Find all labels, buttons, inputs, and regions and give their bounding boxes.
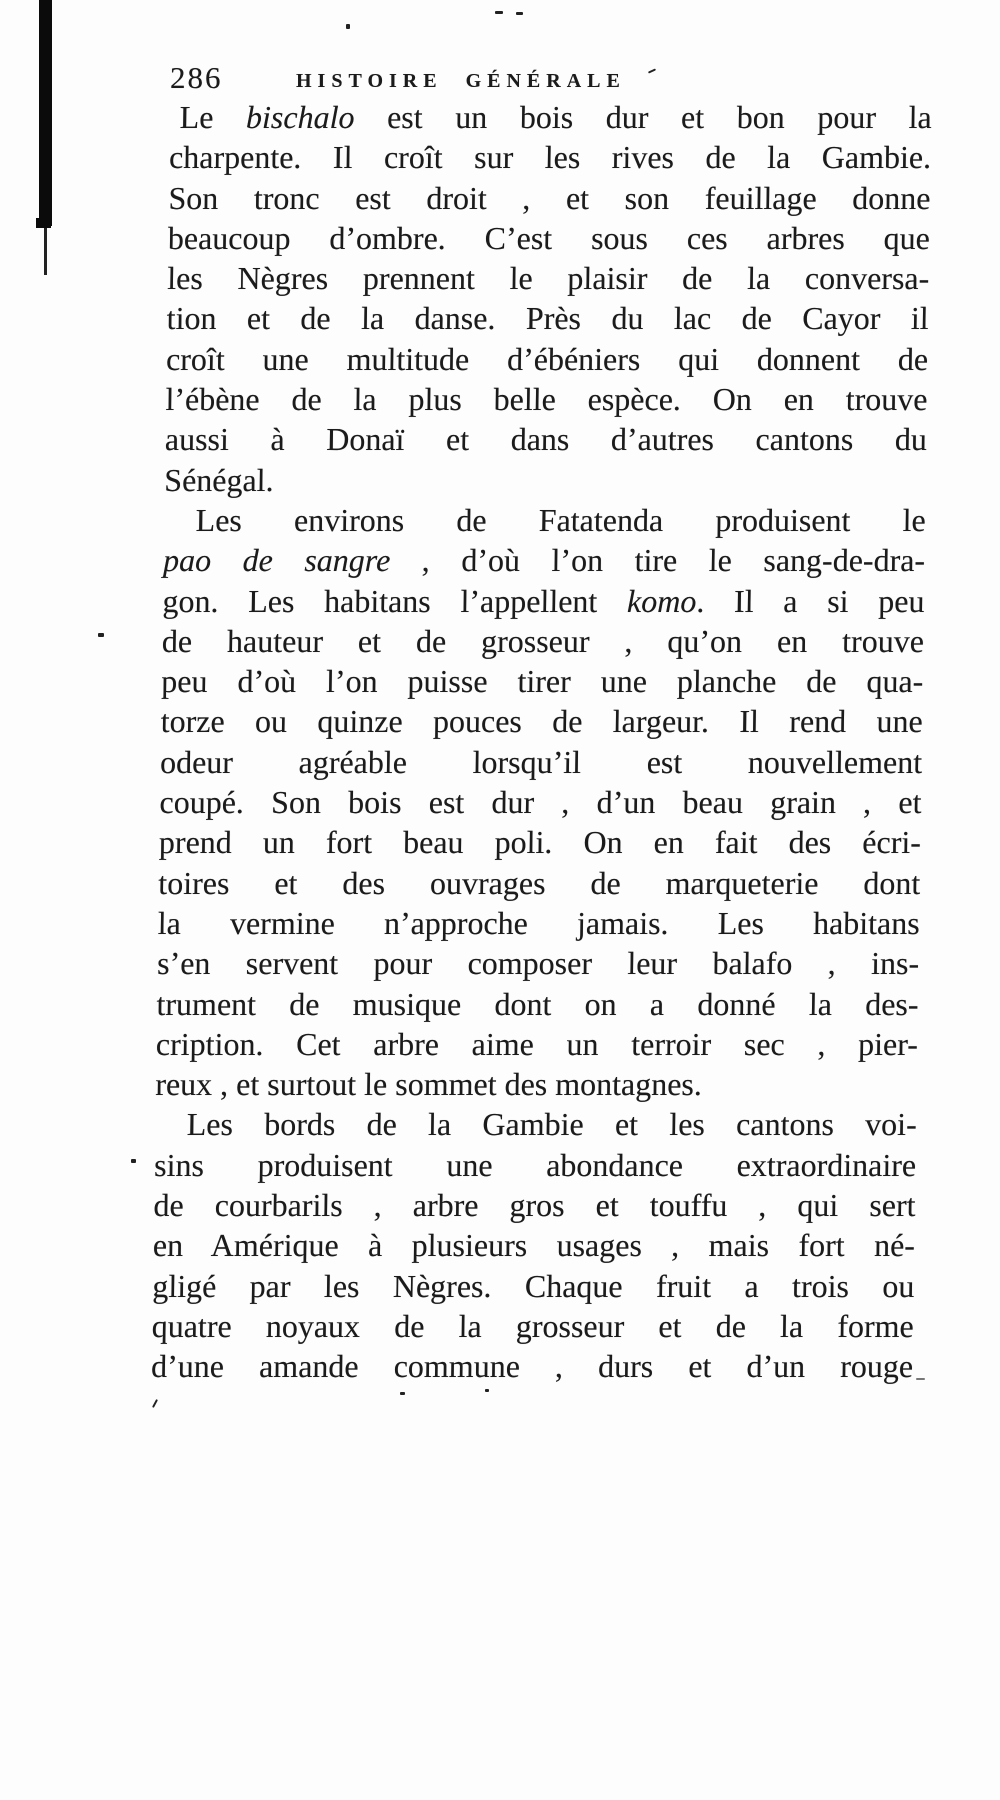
text-line: pao de sangre , d’où l’on tire le sang-de-dra- [162,542,926,579]
scan-speck [916,1378,925,1380]
scan-speck [485,1389,489,1392]
text-line: torze ou quinze pouces de largeur. Il rend une [160,703,924,740]
text-line: prend un fort beau poli. On en fait des écri- [158,824,922,861]
text-line: d’une amande commune , durs et d’un rouge [150,1348,914,1385]
text-line: odeur agréable lorsqu’il est nouvellement [159,743,923,780]
text-line: l’ébène de la plus belle espèce. On en trouve [165,381,928,418]
text-line: s’en servent pour composer leur balafo , ins- [156,945,920,982]
text-line: de hauteur et de grosseur , qu’on en trouve [161,622,925,659]
text-line: gligé par les Nègres. Chaque fruit a trois ou [152,1267,915,1304]
text-line: les Nègres prennent le plaisir de la conversa- [167,260,930,297]
scan-speck [516,12,523,15]
page-number: 286 [170,60,223,95]
text-line: aussi à Donaï et dans d’autres cantons du [164,421,928,458]
text-line: en Amérique à plusieurs usages , mais fort né- [152,1227,916,1264]
scan-speck [98,633,104,637]
text-line: toires et des ouvrages de marqueterie dont [158,864,921,901]
text-line: beaucoup d’ombre. C’est sous ces arbres que [167,219,931,256]
scan-speck [131,1159,136,1163]
text-line: quatre noyaux de la grosseur et de la forme [151,1307,915,1344]
scan-speck [495,11,503,14]
text-line: Sénégal. [164,461,274,498]
text-line: charpente. Il croît sur les rives de la Gambie. [168,139,932,176]
text-line: Les environs de Fatatenda produisent le [195,501,926,538]
scan-speck [152,1399,158,1408]
binding-mark [39,0,52,226]
text-line: reux , et surtout le sommet des montagnes. [155,1066,703,1103]
text-line: peu d’où l’on puisse tirer une planche de qua- [161,663,924,700]
text-line: cription. Cet arbre aime un terroir sec , pier- [155,1025,919,1062]
scan-speck [648,68,656,73]
text-line: sins produisent une abondance extraordinaire [153,1146,917,1183]
text-line: gon. Les habitans l’appellent komo. Il a si peu [162,582,925,619]
text-line: croît une multitude d’ébéniers qui donnent de [165,340,929,377]
binding-mark-nub [36,218,51,228]
text-line: de courbarils , arbre gros et touffu , qui sert [153,1187,916,1224]
text-line: la vermine n’approche jamais. Les habitans [157,904,921,941]
scan-speck [400,1392,405,1395]
text-line: trument de musique dont on a donné la des- [156,985,919,1022]
text-block [151,97,932,1387]
text-line: tion et de la danse. Près du lac de Cayor il [166,300,929,337]
binding-mark-tail [44,228,47,275]
text-line: Son tronc est droit , et son feuillage donne [168,179,931,216]
text-line: Le bischalo est un bois dur et bon pour la [179,99,932,135]
running-title: HISTOIRE GÉNÉRALE [296,70,626,92]
scan-speck [346,24,350,29]
text-line: Les bords de la Gambie et les cantons voi- [186,1106,918,1143]
text-line: coupé. Son bois est dur , d’un beau grain , et [159,784,922,821]
